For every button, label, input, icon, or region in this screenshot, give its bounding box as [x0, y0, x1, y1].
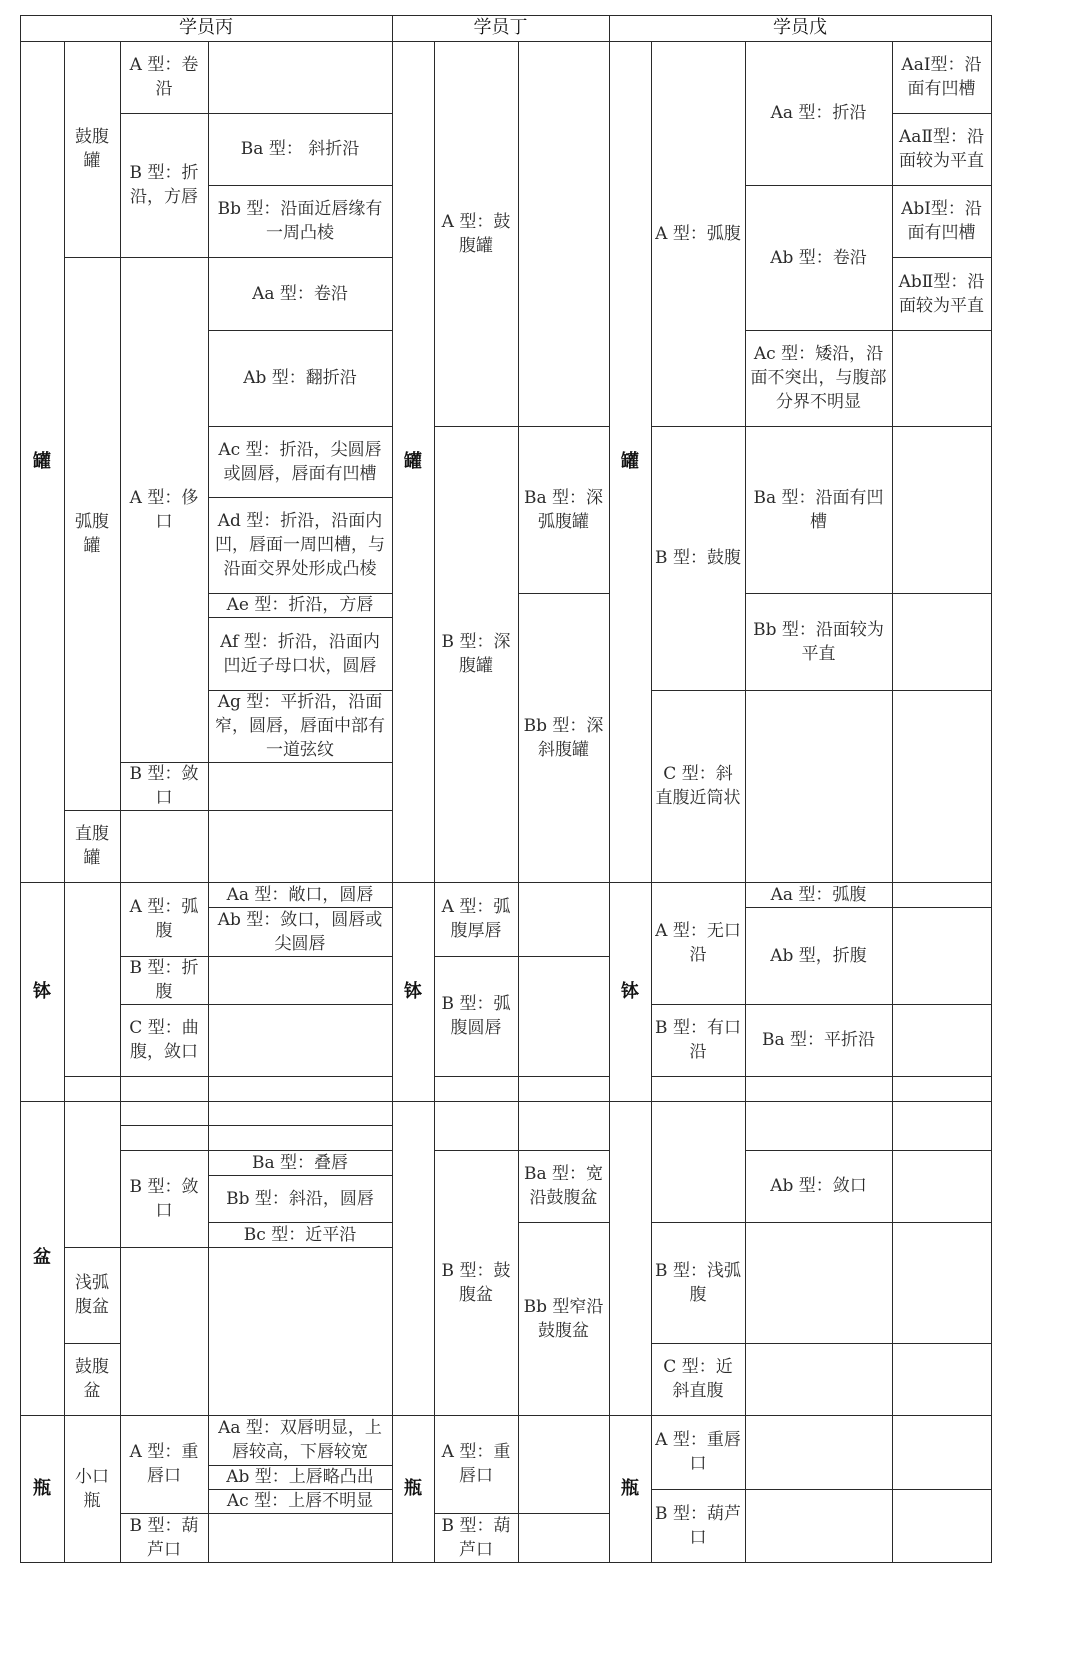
- bing-guan-type-a: A 型：卷沿: [129, 55, 199, 99]
- wu-pen-type-c: C 型：近斜直腹: [663, 1357, 733, 1401]
- grid-line: [64, 1247, 393, 1248]
- bing-ping-type-ab: Ab 型：上唇略凸出: [226, 1467, 374, 1487]
- grid-line: [208, 593, 393, 594]
- bing-hufu-type-ag: Ag 型：平折沿，沿面窄，圆唇，唇面中部有一道弦纹: [215, 692, 385, 760]
- grid-line: [745, 1150, 992, 1151]
- bing-pen-type-ba: Ba 型：叠唇: [251, 1152, 349, 1173]
- grid-line: [208, 1489, 393, 1490]
- bing-subtype-hufu-guan: 弧腹罐: [75, 511, 109, 556]
- bing-subtype-gufu-guan: 鼓腹罐: [75, 127, 109, 171]
- bing-bo-type-a: A 型：弧腹: [129, 897, 199, 941]
- wu-guan-type-bb: Bb 型：沿面较为平直: [753, 619, 884, 664]
- ding-pen-type-ba: Ba 型：宽沿鼓腹盆: [523, 1164, 604, 1208]
- wu-guan-type-aa: Aa 型：折沿: [770, 103, 867, 123]
- grid-line: [120, 762, 393, 763]
- header-bing: 学员丙: [179, 17, 233, 38]
- ding-bo-type-b: B 型：弧腹圆唇: [441, 994, 511, 1038]
- grid-line: [745, 185, 992, 186]
- category-ping-wu: 瓶: [621, 1477, 639, 1499]
- bing-ping-type-a: A 型：重唇口: [129, 1442, 199, 1486]
- bing-hufu-type-a: A 型：侈口: [129, 487, 199, 532]
- wu-guan-type-ab-i: AbⅠ型：沿面有凹槽: [901, 199, 982, 243]
- grid-line: [892, 113, 992, 114]
- bing-subtype-zhifu-guan: 直腹罐: [75, 824, 109, 868]
- grid-line: [434, 1076, 610, 1077]
- grid-line: [20, 15, 21, 1563]
- bing-hufu-type-ad: Ad 型：折沿，沿面内凹，唇面一周凹槽，与沿面交界处形成凸棱: [215, 511, 385, 579]
- grid-line: [651, 1489, 992, 1490]
- bing-subtype-xiaokou-ping: 小口瓶: [75, 1466, 109, 1511]
- wu-guan-type-ab-ii: AbⅡ型：沿面较为平直: [898, 271, 985, 316]
- wu-pen-type-ab: Ab 型：敛口: [770, 1176, 867, 1196]
- wu-bo-type-aa: Aa 型：弧腹: [770, 884, 867, 905]
- wu-guan-type-ac: Ac 型：矮沿，沿面不突出，与腹部分界不明显: [750, 344, 887, 412]
- ding-bo-type-a: A 型：弧腹厚唇: [441, 897, 511, 941]
- grid-line: [651, 1076, 992, 1077]
- grid-line: [208, 1465, 393, 1466]
- grid-line: [208, 497, 393, 498]
- category-ping-bing: 瓶: [33, 1477, 51, 1499]
- grid-line: [208, 1175, 393, 1176]
- grid-line: [64, 1343, 121, 1344]
- grid-line: [64, 810, 393, 811]
- grid-line: [20, 1562, 992, 1563]
- grid-line: [120, 1004, 393, 1005]
- ding-ping-type-b: B 型：葫芦口: [441, 1515, 511, 1560]
- grid-line: [20, 1101, 992, 1102]
- grid-line: [434, 956, 610, 957]
- grid-line: [64, 41, 65, 1563]
- grid-line: [120, 113, 393, 114]
- grid-line: [892, 41, 893, 1563]
- grid-line: [745, 907, 992, 908]
- ding-pen-type-b: B 型：鼓腹盆: [441, 1260, 511, 1305]
- grid-line: [208, 690, 393, 691]
- bing-pen-type-b: B 型：敛口: [129, 1176, 199, 1221]
- bing-pen-type-bb: Bb 型：斜沿，圆唇: [226, 1188, 374, 1209]
- wu-ping-type-b: B 型：葫芦口: [655, 1503, 741, 1548]
- category-bo-bing: 钵: [33, 980, 51, 1002]
- wu-guan-type-aa-ii: AaⅡ型：沿面较为平直: [899, 127, 984, 171]
- grid-line: [745, 41, 746, 1563]
- header-ding: 学员丁: [473, 17, 528, 38]
- grid-line: [434, 1150, 610, 1151]
- wu-bo-type-ab: Ab 型，折腹: [770, 945, 867, 966]
- bing-hufu-type-b: B 型：敛口: [129, 764, 199, 808]
- wu-bo-type-ba: Ba 型：平折沿: [761, 1030, 876, 1050]
- grid-line: [651, 426, 992, 427]
- bing-guan-type-ba: Ba 型： 斜折沿: [240, 139, 360, 159]
- bing-guan-type-bb: Bb 型：沿面近唇缘有一周凸棱: [217, 199, 383, 243]
- wu-guan-type-b: B 型：鼓腹: [655, 548, 741, 568]
- grid-line: [991, 15, 992, 1563]
- category-ping-ding: 瓶: [404, 1477, 422, 1499]
- category-guan-wu: 罐: [621, 450, 639, 472]
- grid-line: [208, 1222, 393, 1223]
- wu-guan-type-aa-i: AaⅠ型：沿面有凹槽: [901, 55, 982, 99]
- grid-line: [120, 1513, 393, 1514]
- grid-line: [745, 593, 992, 594]
- wu-guan-type-ab: Ab 型：卷沿: [770, 247, 867, 268]
- ding-guan-type-b: B 型：深腹罐: [441, 632, 511, 676]
- grid-line: [120, 1150, 393, 1151]
- grid-line: [518, 593, 610, 594]
- grid-line: [609, 15, 610, 1563]
- grid-line: [208, 617, 393, 618]
- grid-line: [208, 330, 393, 331]
- bing-ping-type-ac: Ac 型：上唇不明显: [226, 1491, 374, 1511]
- category-bo-ding: 钵: [404, 980, 422, 1002]
- bing-bo-type-ab: Ab 型：敛口，圆唇或尖圆唇: [217, 909, 383, 954]
- category-guan-ding: 罐: [404, 450, 422, 472]
- bing-hufu-type-aa: Aa 型：卷沿: [252, 283, 348, 304]
- grid-line: [518, 1222, 610, 1223]
- ding-pen-type-bb: Bb 型窄沿鼓腹盆: [523, 1296, 604, 1341]
- grid-line: [20, 15, 992, 16]
- grid-line: [392, 15, 393, 1563]
- bing-pen-type-bc: Bc 型：近平沿: [243, 1224, 357, 1245]
- grid-line: [120, 956, 393, 957]
- bing-subtype-qianhufu-pen: 浅弧腹盆: [75, 1273, 109, 1317]
- grid-line: [651, 41, 652, 1563]
- grid-line: [20, 41, 992, 42]
- grid-line: [64, 257, 393, 258]
- grid-line: [120, 41, 121, 1563]
- bing-bo-type-b: B 型：折腹: [129, 958, 199, 1002]
- bing-hufu-type-ae: Ae 型：折沿，方唇: [226, 595, 374, 615]
- ding-guan-type-a: A 型：鼓腹罐: [441, 211, 511, 256]
- wu-guan-type-ba: Ba 型：沿面有凹槽: [753, 487, 884, 532]
- grid-line: [651, 1222, 992, 1223]
- grid-line: [745, 330, 992, 331]
- bing-hufu-type-ac: Ac 型：折沿，尖圆唇或圆唇，唇面有凹槽: [218, 439, 382, 484]
- grid-line: [208, 185, 393, 186]
- wu-guan-type-a: A 型：弧腹: [655, 223, 741, 244]
- grid-line: [208, 426, 393, 427]
- bing-bo-type-aa: Aa 型：敞口，圆唇: [226, 884, 374, 905]
- wu-bo-type-b: B 型：有口沿: [655, 1018, 741, 1062]
- bing-ping-type-aa: Aa 型：双唇明显，上唇较高，下唇较宽: [218, 1418, 382, 1462]
- grid-line: [434, 1513, 610, 1514]
- bing-bo-type-c: C 型：曲腹，敛口: [129, 1018, 199, 1062]
- grid-line: [651, 1004, 992, 1005]
- grid-line: [651, 690, 992, 691]
- grid-line: [120, 1125, 393, 1126]
- category-bo-wu: 钵: [621, 980, 639, 1002]
- wu-guan-type-c: C 型：斜直腹近筒状: [655, 764, 741, 808]
- grid-line: [892, 257, 992, 258]
- grid-line: [434, 41, 435, 1563]
- bing-ping-type-b: B 型：葫芦口: [129, 1515, 199, 1560]
- bing-guan-type-b: B 型：折沿，方唇: [129, 163, 199, 207]
- bing-subtype-gufu-pen: 鼓腹盆: [75, 1357, 109, 1401]
- grid-line: [20, 882, 992, 883]
- grid-line: [20, 1415, 992, 1416]
- grid-line: [64, 1076, 393, 1077]
- category-guan-bing: 罐: [33, 450, 51, 472]
- wu-bo-type-a: A 型：无口沿: [655, 921, 741, 965]
- bing-hufu-type-ab: Ab 型：翻折沿: [243, 368, 357, 388]
- grid-line: [208, 41, 209, 1563]
- ding-ping-type-a: A 型：重唇口: [441, 1442, 511, 1486]
- wu-ping-type-a: A 型：重唇口: [655, 1430, 741, 1474]
- category-pen-bing: 盆: [33, 1247, 51, 1268]
- grid-line: [208, 907, 393, 908]
- wu-pen-type-b: B 型：浅弧腹: [655, 1260, 741, 1305]
- bing-hufu-type-af: Af 型：折沿，沿面内凹近子母口状，圆唇: [220, 631, 380, 676]
- ding-guan-type-bb: Bb 型：深斜腹罐: [523, 715, 604, 760]
- grid-line: [651, 1343, 992, 1344]
- ding-guan-type-ba: Ba 型：深弧腹罐: [523, 487, 604, 532]
- grid-line: [518, 41, 519, 1563]
- grid-line: [434, 426, 610, 427]
- header-wu: 学员戊: [773, 17, 827, 38]
